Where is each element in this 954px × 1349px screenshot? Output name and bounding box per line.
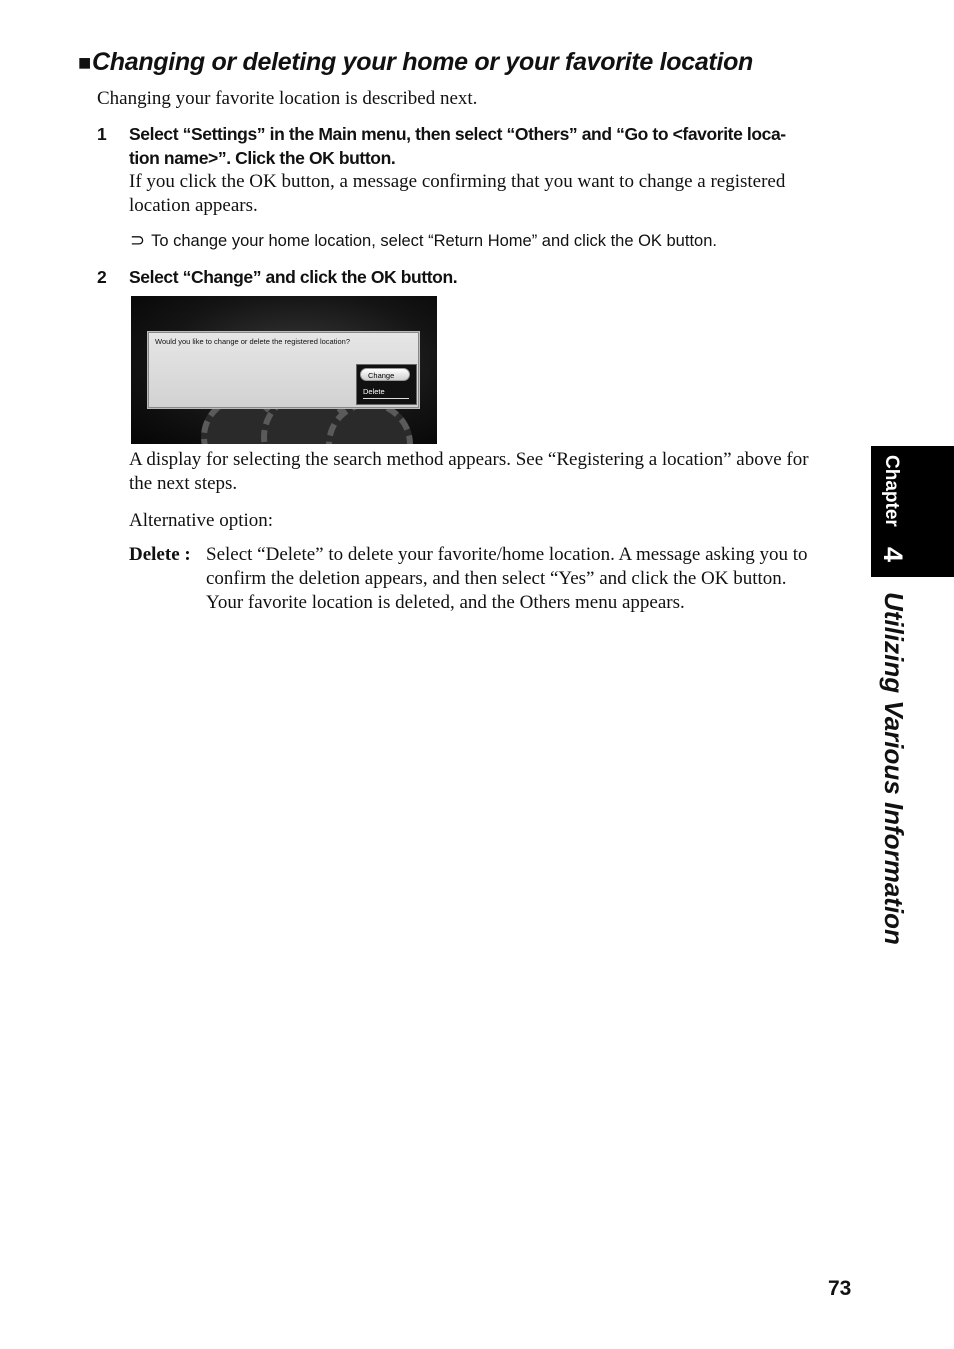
step-1-heading-line2: tion name>”. Click the OK button. [129,148,396,168]
result-description [129,448,809,496]
step-1-body-line1: If you click the OK button, a message confirming that you want to change a registered [129,171,786,192]
section-marker-icon: ■ [78,50,91,75]
delete-line3: Your favorite location is deleted, and the Others menu appears. [206,592,685,613]
page-number: 73 [828,1277,852,1300]
step-1-heading-line1: Select “Settings” in the Main menu, then select “Others” and “Go to <favorite loca- [129,124,786,144]
step-1-body-line2: location appears. [129,195,258,216]
step-2-heading: Select “Change” and click the OK button. [129,267,458,287]
delete-line2: confirm the deletion appears, and then select “Yes” and click the OK button. [206,568,787,589]
section-title-text: Changing or deleting your home or your favorite location [92,48,754,76]
result-line2: the next steps. [129,473,238,494]
step-1-note-text: To change your home location, select “Return Home” and click the OK button. [151,232,717,250]
navigation-screenshot [131,296,437,444]
note-arrow-icon: ⊃ [130,230,146,250]
intro-text: Changing your favorite location is described next. [97,88,478,109]
step-1-note [130,230,717,251]
dialog-message: Would you like to change or delete the registered location? [155,337,350,346]
chapter-title: Utilizing Various Information [879,592,909,945]
change-button[interactable]: Change [360,368,410,381]
delete-term: Delete : [129,544,191,565]
delete-description [206,543,807,615]
step-1-number: 1 [97,124,107,144]
section-title [78,48,753,77]
chapter-number: 4 [878,547,908,563]
confirm-dialog [148,332,419,408]
result-line1: A display for selecting the search method appears. See “Registering a location” above for [129,449,809,470]
chapter-label: Chapter [881,455,902,527]
step-1-body [129,170,785,218]
step-1-heading [129,122,786,170]
step-2-number: 2 [97,267,107,287]
delete-line1: Select “Delete” to delete your favorite/home location. A message asking you to [206,544,808,565]
dialog-options [356,364,417,405]
alternative-label: Alternative option: [129,510,274,531]
delete-button[interactable]: Delete [363,386,409,399]
